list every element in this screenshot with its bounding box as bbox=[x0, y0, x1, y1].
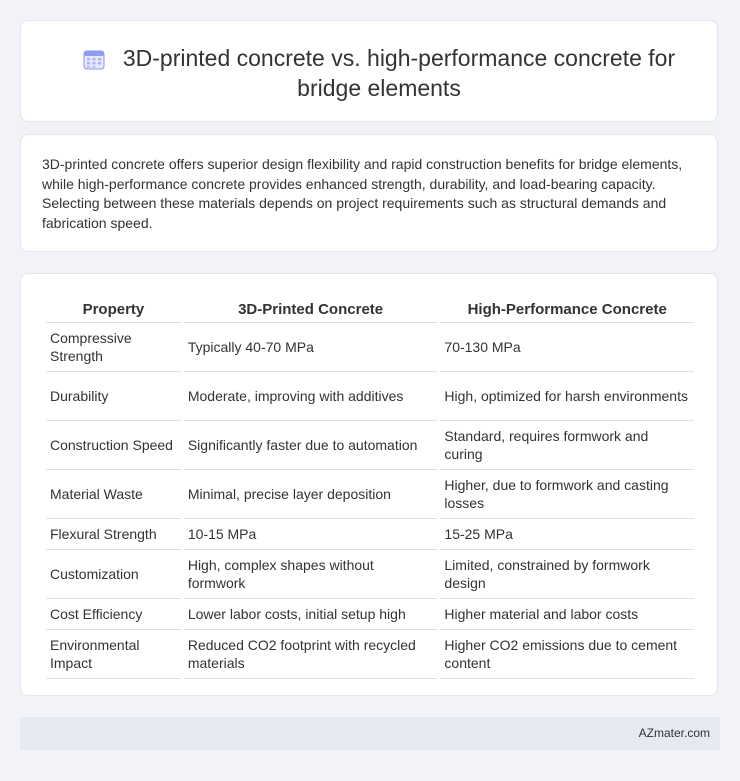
printed-cell: High, complex shapes without formwork bbox=[184, 550, 438, 599]
hpc-cell: Higher material and labor costs bbox=[440, 599, 694, 630]
property-cell: Cost Efficiency bbox=[46, 599, 181, 630]
table-header-row bbox=[46, 294, 694, 323]
table-row bbox=[46, 599, 694, 630]
printed-cell: Reduced CO2 footprint with recycled materials bbox=[184, 630, 438, 679]
table-row bbox=[46, 519, 694, 550]
table-row bbox=[46, 323, 694, 372]
property-cell: Environmental Impact bbox=[46, 630, 181, 679]
comparison-table bbox=[43, 294, 697, 679]
hpc-cell: Higher CO2 emissions due to cement content bbox=[440, 630, 694, 679]
page-title-wrap bbox=[61, 43, 697, 103]
header-property: Property bbox=[46, 294, 181, 323]
hpc-cell: 15-25 MPa bbox=[440, 519, 694, 550]
footer-site-link[interactable]: AZmater.com bbox=[638, 726, 710, 740]
printed-cell: Significantly faster due to automation bbox=[184, 421, 438, 470]
property-cell: Material Waste bbox=[46, 470, 181, 519]
table-row bbox=[46, 421, 694, 470]
comparison-card bbox=[20, 273, 718, 696]
table-row bbox=[46, 550, 694, 599]
header-high-performance: High-Performance Concrete bbox=[440, 294, 694, 323]
table-row bbox=[46, 372, 694, 421]
header-3d-printed: 3D-Printed Concrete bbox=[184, 294, 438, 323]
property-cell: Customization bbox=[46, 550, 181, 599]
hpc-cell: Higher, due to formwork and casting losses bbox=[440, 470, 694, 519]
printed-cell: Lower labor costs, initial setup high bbox=[184, 599, 438, 630]
title-card bbox=[20, 20, 718, 122]
property-cell: Flexural Strength bbox=[46, 519, 181, 550]
calendar-icon bbox=[83, 48, 105, 70]
property-cell: Construction Speed bbox=[46, 421, 181, 470]
intro-paragraph: 3D-printed concrete offers superior design flexibility and rapid construction benefits for bridge elements, while high-performance concrete provides enhanced strength, durability, and load-bearing capacity. Selecting between these materials depends on project requirements such as structural demands and fabrication speed. bbox=[42, 156, 683, 231]
table-row bbox=[46, 470, 694, 519]
hpc-cell: High, optimized for harsh environments bbox=[440, 372, 694, 421]
printed-cell: Minimal, precise layer deposition bbox=[184, 470, 438, 519]
printed-cell: 10-15 MPa bbox=[184, 519, 438, 550]
printed-cell: Moderate, improving with additives bbox=[184, 372, 438, 421]
intro-card bbox=[20, 134, 718, 252]
printed-cell: Typically 40-70 MPa bbox=[184, 323, 438, 372]
table-row bbox=[46, 630, 694, 679]
property-cell: Durability bbox=[46, 372, 181, 421]
hpc-cell: Standard, requires formwork and curing bbox=[440, 421, 694, 470]
property-cell: Compressive Strength bbox=[46, 323, 181, 372]
footer-bar bbox=[20, 717, 720, 750]
page-title: 3D-printed concrete vs. high-performance concrete for bridge elements bbox=[122, 45, 676, 101]
hpc-cell: Limited, constrained by formwork design bbox=[440, 550, 694, 599]
hpc-cell: 70-130 MPa bbox=[440, 323, 694, 372]
